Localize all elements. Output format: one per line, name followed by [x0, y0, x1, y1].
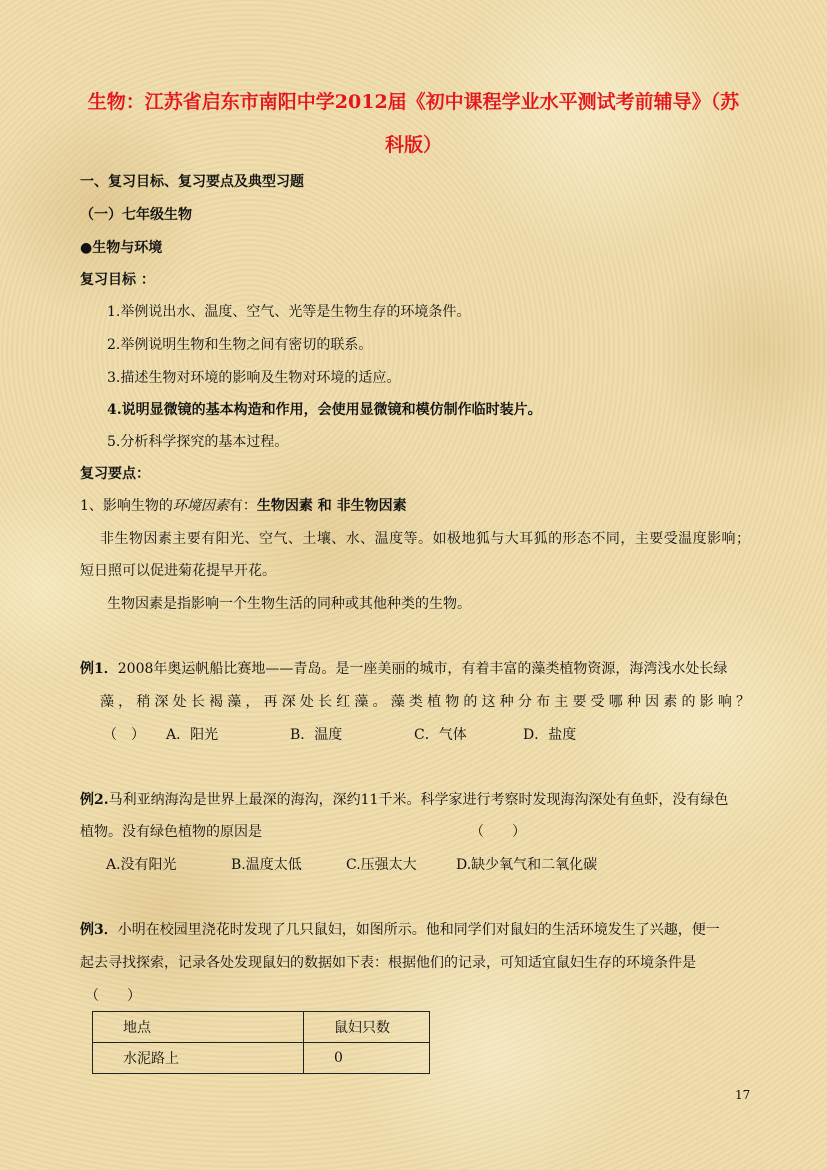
example-2-option: B.温度太低 — [231, 857, 302, 873]
topic-heading: ●生物与环境 — [80, 240, 163, 256]
example-3-text: 小明在校园里浇花时发现了几只鼠妇，如图所示。他和同学们对鼠妇的生活环境发生了兴趣，便一 — [117, 922, 720, 938]
example-3-label: 例3． — [80, 922, 118, 938]
example-1-option: B．温度 — [290, 727, 343, 743]
point-1-italic: 环境因素 — [172, 498, 229, 514]
example-2-option: A.没有阳光 — [106, 857, 177, 873]
example-2-option: C.压强太大 — [346, 857, 417, 873]
example-2-text: 马利亚纳海沟是世界上最深的海沟，深约11千米。科学家进行考察时发现海沟深处有鱼虾，没有绿色 — [108, 792, 729, 808]
example-3-bracket: （ ） — [85, 988, 141, 1004]
goal-item: 1.举例说出水、温度、空气、光等是生物生存的环境条件。 — [107, 304, 471, 320]
example-3-line2: 起去寻找探索，记录各处发现鼠妇的数据如下表：根据他们的记录，可知适宜鼠妇生存的环境条件是 — [80, 955, 696, 971]
example-1-label: 例1． — [80, 661, 118, 677]
table-row — [93, 1043, 430, 1074]
table-header-cell: 地点 — [93, 1012, 304, 1043]
example-2-option: D.缺少氧气和二氧化碳 — [456, 857, 598, 873]
example-1-option: A．阳光 — [166, 727, 219, 743]
table-cell: 0 — [304, 1043, 430, 1074]
point-1 — [80, 496, 407, 516]
points-heading: 复习要点： — [80, 466, 150, 482]
paragraph-line: 短日照可以促进菊花提早开花。 — [80, 563, 276, 579]
goal-item: 2.举例说明生物和生物之间有密切的联系。 — [107, 337, 373, 353]
goal-item: 3.描述生物对环境的影响及生物对环境的适应。 — [107, 370, 401, 386]
point-1-bold: 生物因素 和 非生物因素 — [256, 498, 407, 514]
example-1-option: C．气体 — [414, 727, 467, 743]
example-2-line1 — [80, 790, 728, 810]
goals-heading: 复习目标 ： — [80, 272, 155, 288]
example-1-option: D．盐度 — [523, 727, 577, 743]
page-number: 17 — [735, 1088, 751, 1102]
goal-item: 5.分析科学探究的基本过程。 — [107, 434, 289, 450]
section-heading: 一、复习目标、复习要点及典型习题 — [80, 174, 304, 190]
example-2-bracket: （ ） — [470, 824, 526, 840]
example-2-label: 例2. — [80, 792, 109, 808]
document-title-line1: 生物：江苏省启东市南阳中学2012届《初中课程学业水平测试考前辅导》（苏 — [87, 91, 740, 113]
example-3-line1 — [80, 920, 720, 940]
paragraph: 生物因素是指影响一个生物生活的同种或其他种类的生物。 — [107, 596, 471, 612]
paragraph-line: 非生物因素主要有阳光、空气、土壤、水、温度等。如极地狐与大耳狐的形态不同，主要受温度影响； — [100, 531, 750, 547]
goal-item: 4.说明显微镜的基本构造和作用，会使用显微镜和模仿制作临时装片。 — [107, 402, 542, 418]
example-1-line2: 藻，稍深处长褐藻，再深处长红藻。藻类植物的这种分布主要受哪种因素的影响？ — [100, 694, 750, 710]
point-1-middle: 有： — [228, 498, 257, 514]
example-1-text: 2008年奥运帆船比赛地——青岛。是一座美丽的城市，有着丰富的藻类植物资源，海湾浅水处长绿 — [117, 661, 728, 677]
example-1-line1 — [80, 659, 727, 679]
document-title-line2: 科版） — [384, 134, 442, 156]
example-1-bracket: （ ） — [103, 727, 145, 743]
table-header-cell: 鼠妇只数 — [304, 1012, 430, 1043]
subsection-heading: （一）七年级生物 — [80, 207, 192, 223]
data-table — [92, 1011, 430, 1074]
point-1-prefix: 1、影响生物的 — [80, 498, 173, 514]
example-2-line2: 植物。没有绿色植物的原因是 — [80, 824, 262, 840]
table-header-row — [93, 1012, 430, 1043]
table-cell: 水泥路上 — [93, 1043, 304, 1074]
